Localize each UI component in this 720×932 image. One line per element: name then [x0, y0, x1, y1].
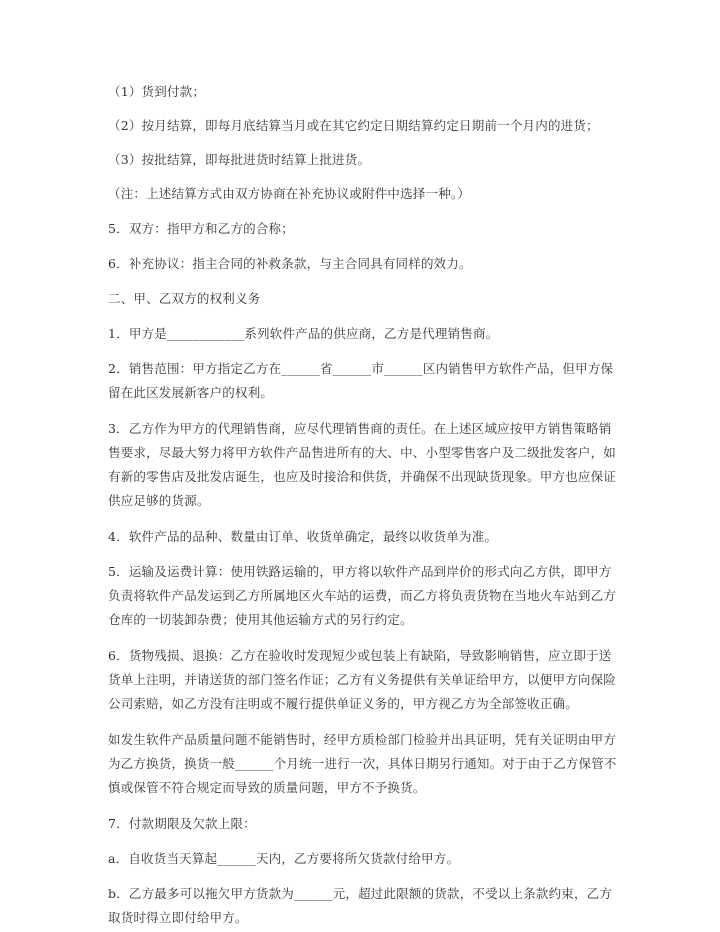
payment-option-2: （2）按月结算，即每月底结算当月或在其它约定日期结算约定日期前一个月内的进货； — [108, 118, 599, 133]
clause-supplier: 1．甲方是____________系列软件产品的供应商，乙方是代理销售商。 — [108, 326, 499, 341]
definition-supplement: 6．补充协议：指主合同的补救条款，与主合同具有同样的效力。 — [108, 256, 472, 271]
payment-option-3: （3）按批结算，即每批进货时结算上批进货。 — [108, 152, 371, 167]
clause-payment-days: a．自收货当天算起______天内，乙方要将所欠货款付给甲方。 — [108, 851, 460, 866]
definition-parties: 5．双方：指甲方和乙方的合称； — [108, 221, 294, 236]
clause-agent-duty: 3．乙方作为甲方的代理销售商，应尽代理销售商的责任。在上述区域应按甲方销售策略销售要求，尽最大努力将甲方软件产品售进所有的大、中、小型零售客户及二级批发客户，如有新的零售店及批发店诞生，也应及时接洽和供货，并确保不出现缺货现象。甲方也应保证供应足够的货源。 — [108, 421, 617, 508]
payment-note: （注：上述结算方式由双方协商在补充协议或附件中选择一种。） — [108, 186, 471, 201]
clause-damage-return: 6．货物残损、退换：乙方在验收时发现短少或包装上有缺陷，导致影响销售，应立即于送货单上注明，并请送货的部门签名作证；乙方有义务提供有关单证给甲方，以便甲方向保险公司索赔，如乙方没有注明或不履行提供单证义务的，甲方视乙方为全部签收正确。 — [108, 648, 617, 711]
clause-quality-exchange: 如发生软件产品质量问题不能销售时，经甲方质检部门检验并出具证明，凭有关证明由甲方为乙方换货，换货一般______个月统一进行一次，具体日期另行通知。对于由于乙方保管不慎或保管不符合规定而导致的质量问题，甲方不予换货。 — [108, 732, 617, 795]
section-heading-rights: 二、甲、乙双方的权利义务 — [108, 291, 261, 306]
clause-sales-area: 2．销售范围：甲方指定乙方在______省______市______区内销售甲方软件产品，但甲方保留在此区发展新客户的权利。 — [108, 361, 614, 400]
clause-payment-terms: 7．付款期限及欠款上限： — [108, 816, 256, 831]
payment-option-1: （1）货到付款； — [108, 84, 206, 99]
clause-credit-limit: b．乙方最多可以拖欠甲方货款为______元，超过此限额的货款，不受以上条款约束，乙方取货时得立即付给甲方。 — [108, 886, 613, 925]
clause-product-quantity: 4．软件产品的品种、数量由订单、收货单确定，最终以收货单为准。 — [108, 529, 498, 544]
clause-transport: 5．运输及运费计算：使用铁路运输的，甲方将以软件产品到岸价的形式向乙方供，即甲方负责将软件产品发运到乙方所属地区火车站的运费，而乙方将负责货物在当地火车站到乙方仓库的一切装卸杂费；使用其他运输方式的另行约定。 — [108, 564, 617, 627]
